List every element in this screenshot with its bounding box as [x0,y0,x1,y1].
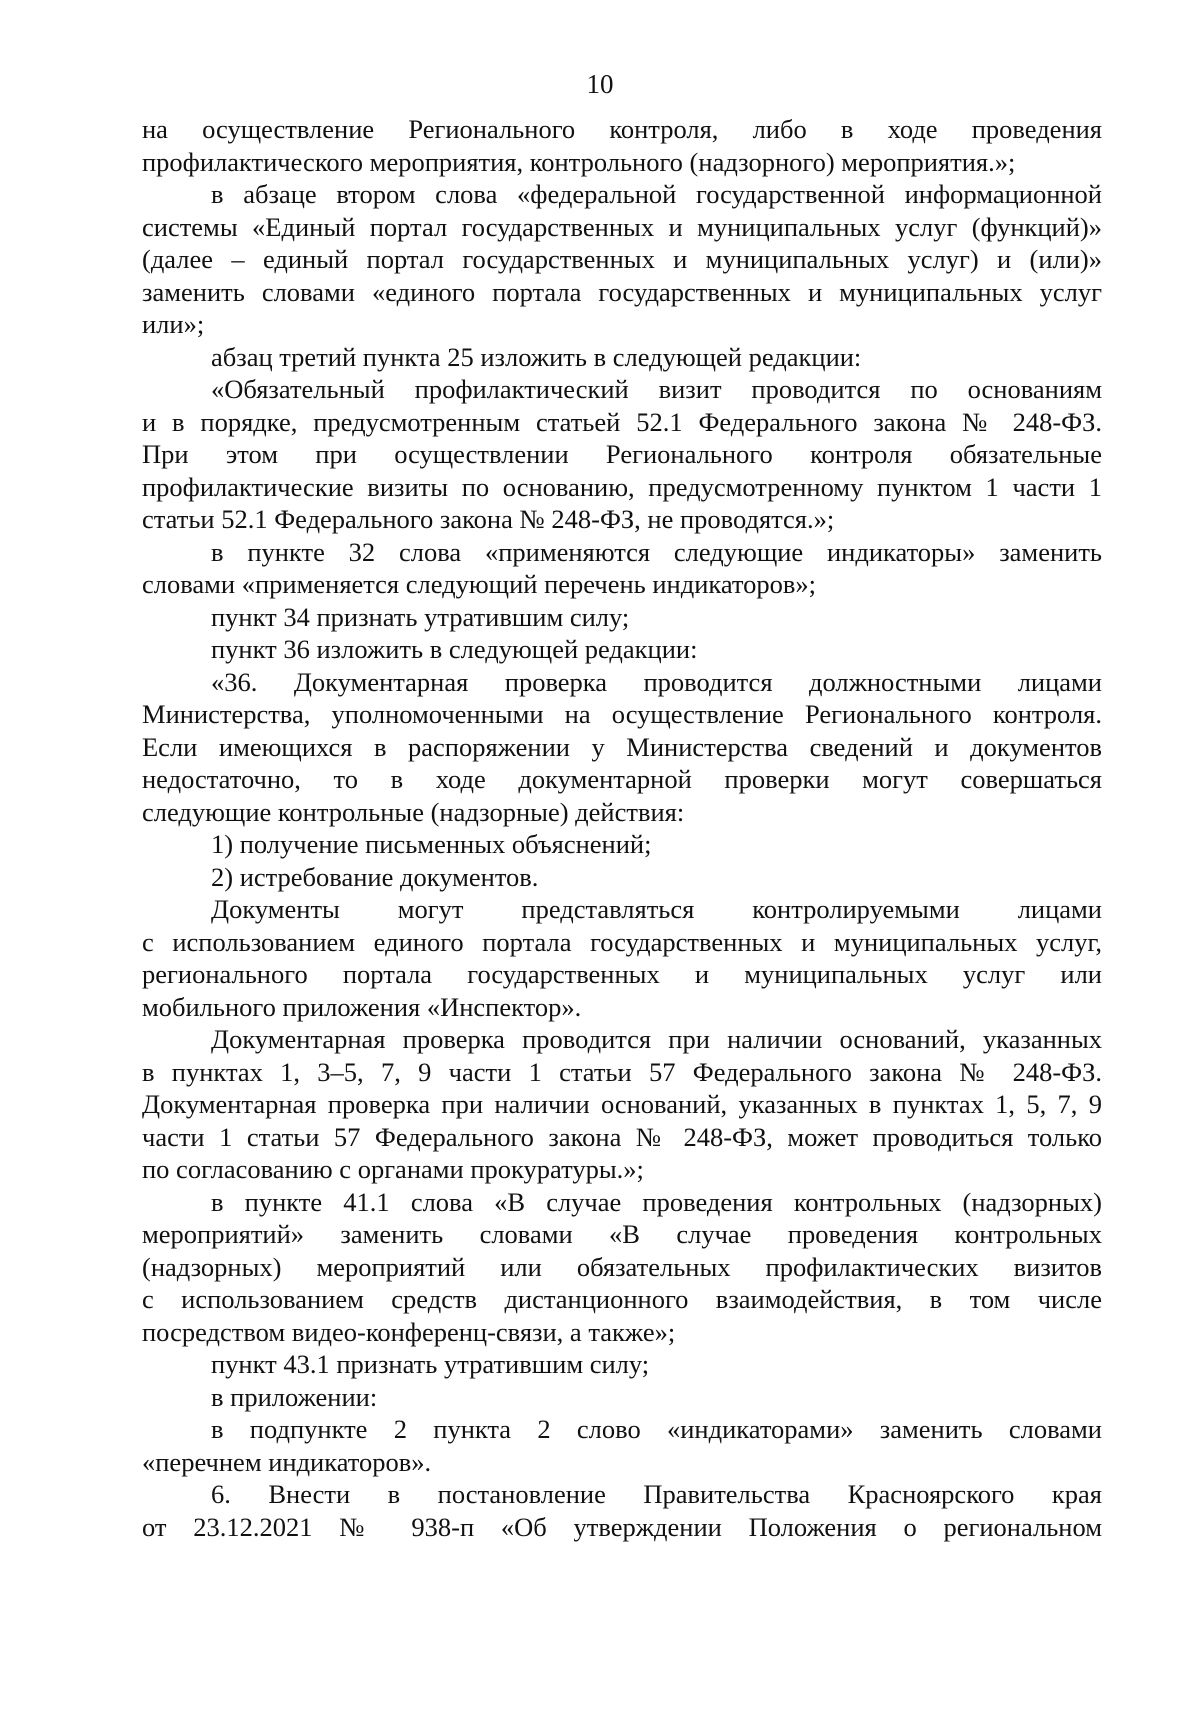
text-line: системы «Единый портал государственных и муниципальных услуг (функций)» [142,211,1102,242]
text-line: абзац третий пункта 25 изложить в следующей редакции: [211,341,862,372]
text-line: посредством видео-конференц-связи, а также»; [142,1316,676,1347]
text-line: Документы могут представляться контролируемыми лицами [211,894,1102,924]
text-line: «перечнем индикаторов». [142,1446,432,1477]
text-line: Министерства, уполномоченными на осуществление Регионального контроля. [142,699,1102,729]
text-line: пункт 36 изложить в следующей редакции: [211,634,698,664]
text-line: регионального портала государственных и муниципальных услуг или [142,959,1102,989]
text-line: (далее – единый портал государственных и муниципальных услуг) и (или)» [142,244,1102,274]
text-line: мобильного приложения «Инспектор». [142,991,582,1022]
text-line: При этом при осуществлении Регионального контроля обязательные [142,439,1102,469]
text-line: в пунктах 1, 3–5, 7, 9 части 1 статьи 57 Федерального закона № 248-ФЗ. [142,1056,1102,1087]
text-line: Документарная проверка при наличии оснований, указанных в пунктах 1, 5, 7, 9 [142,1089,1102,1119]
text-line: 1) получение письменных объяснений; [211,829,652,859]
text-line: мероприятий» заменить словами «В случае проведения контрольных [142,1219,1102,1249]
text-line: в подпункте 2 пункта 2 слово «индикаторами» заменить словами [211,1414,1102,1444]
text-line: профилактические визиты по основанию, предусмотренному пунктом 1 части 1 [142,471,1102,502]
document-text-body [142,113,1102,1543]
text-line: Если имеющихся в распоряжении у Министерства сведений и документов [142,731,1102,762]
text-line: с использованием средств дистанционного взаимодействия, в том числе [142,1284,1102,1314]
text-line: «Обязательный профилактический визит проводится по основаниям [211,374,1102,404]
text-line: в абзаце втором слова «федеральной государственной информационной [211,179,1102,209]
text-line: в пункте 41.1 слова «В случае проведения контрольных (надзорных) [211,1186,1102,1217]
text-line: 2) истребование документов. [211,861,539,892]
text-line: «36. Документарная проверка проводится должностными лицами [211,666,1102,697]
text-line: следующие контрольные (надзорные) действия: [142,796,685,827]
text-line: и в порядке, предусмотренным статьей 52.1 Федерального закона № 248-ФЗ. [142,406,1102,437]
text-line: статьи 52.1 Федерального закона № 248-ФЗ, не проводятся.»; [142,504,835,534]
text-line: (надзорных) мероприятий или обязательных профилактических визитов [142,1251,1102,1282]
text-line: пункт 43.1 признать утратившим силу; [211,1349,650,1379]
text-line: от 23.12.2021 № 938-п «Об утверждении Положения о региональном [142,1511,1102,1542]
text-line: 6. Внести в постановление Правительства Красноярского края [211,1479,1102,1509]
text-line: Документарная проверка проводится при наличии оснований, указанных [211,1024,1102,1054]
page-number: 10 [586,69,614,99]
text-line: части 1 статьи 57 Федерального закона № 248-ФЗ, может проводиться только [142,1121,1102,1152]
text-line: в пункте 32 слова «применяются следующие индикаторы» заменить [211,536,1102,567]
text-line: по согласованию с органами прокуратуры.»; [142,1154,644,1184]
text-line: профилактического мероприятия, контрольного (надзорного) мероприятия.»; [142,146,1016,177]
text-line: пункт 34 признать утратившим силу; [211,601,630,632]
text-line: словами «применяется следующий перечень индикаторов»; [142,569,817,599]
text-line: в приложении: [211,1381,378,1412]
text-line: заменить словами «единого портала государственных и муниципальных услуг [142,276,1102,307]
text-line: с использованием единого портала государственных и муниципальных услуг, [142,926,1102,957]
text-line: или»; [142,309,205,339]
text-line: недостаточно, то в ходе документарной проверки могут совершаться [142,764,1102,794]
text-line: на осуществление Регионального контроля, либо в ходе проведения [142,114,1102,144]
